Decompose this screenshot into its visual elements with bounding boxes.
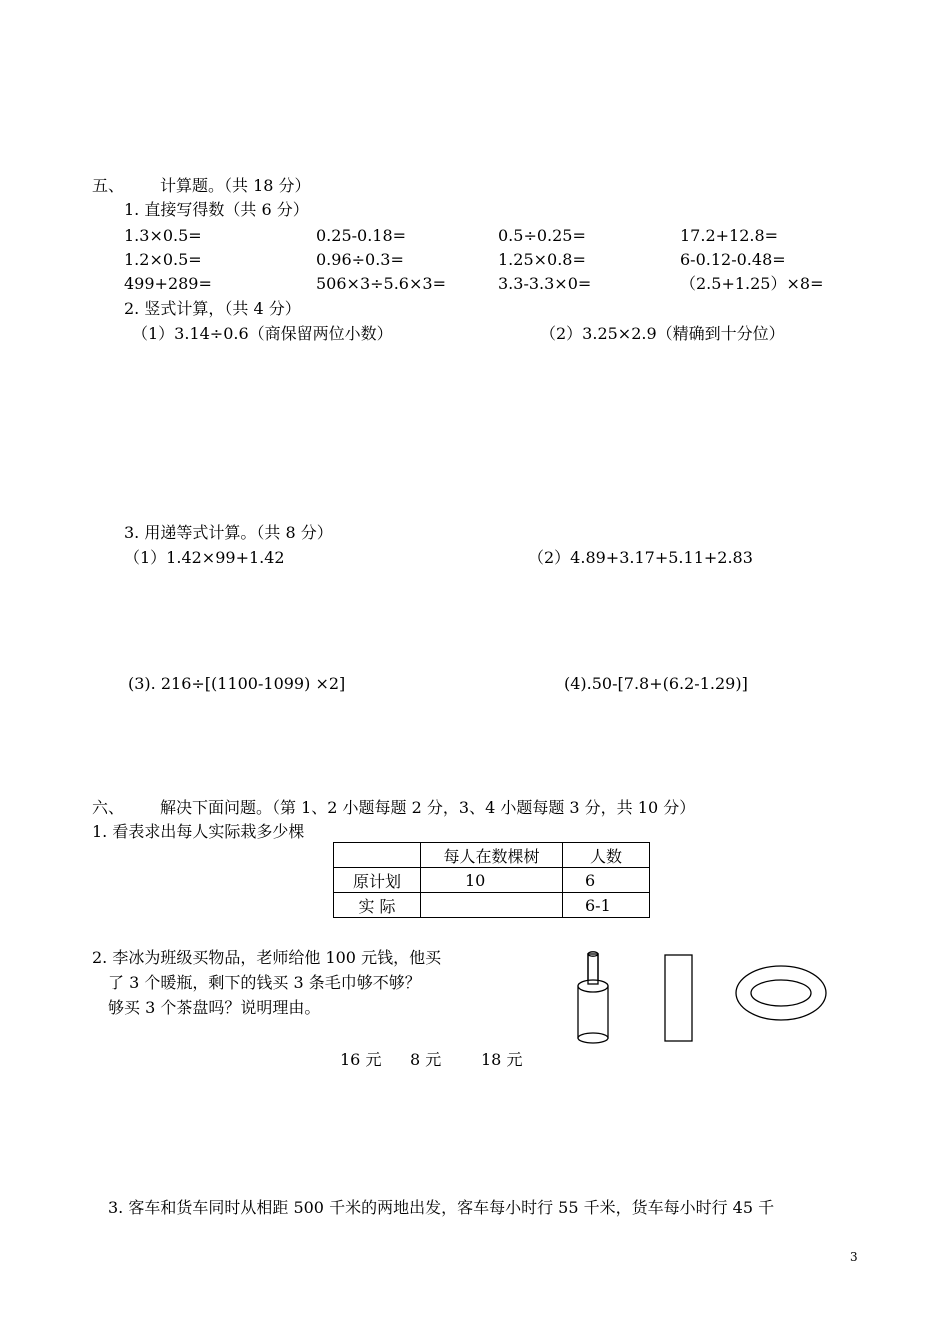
table-cell <box>421 893 563 918</box>
thermos-icon <box>574 950 614 1046</box>
q2-title: 2. 竖式计算，（共 4 分） <box>124 299 301 318</box>
table-row <box>334 893 650 918</box>
table-cell: 10 <box>421 868 563 893</box>
q2-a: （1）3.14÷0.6（商保留两位小数） <box>132 324 393 343</box>
calc-r1-c2: 0.25-0.18= <box>316 226 407 245</box>
table-row <box>334 868 650 893</box>
table-cell: 人数 <box>563 843 650 868</box>
q3-c: (3). 216÷[(1100-1099) ×2] <box>128 674 346 693</box>
q3-a: （1）1.42×99+1.42 <box>124 548 285 567</box>
page-number: 3 <box>850 1250 858 1264</box>
table-cell: 实 际 <box>334 893 421 918</box>
q3-b: （2）4.89+3.17+5.11+2.83 <box>528 548 753 567</box>
calc-r2-c2: 0.96÷0.3= <box>316 250 404 269</box>
table-cell: 6 <box>563 868 650 893</box>
calc-r3-c1: 499+289= <box>124 274 212 293</box>
calc-r3-c4: （2.5+1.25）×8= <box>680 274 824 293</box>
calc-r3-c2: 506×3÷5.6×3= <box>316 274 446 293</box>
calc-r1-c1: 1.3×0.5= <box>124 226 202 245</box>
calc-r3-c3: 3.3-3.3×0= <box>498 274 592 293</box>
q3-title: 3. 用递等式计算。（共 8 分） <box>124 523 333 542</box>
calc-r2-c4: 6-0.12-0.48= <box>680 250 786 269</box>
towel-icon <box>662 952 696 1044</box>
section6-number: 六、 <box>92 798 125 817</box>
s6-q2-line3: 够买 3 个茶盘吗？说明理由。 <box>108 998 321 1017</box>
table-cell: 原计划 <box>334 868 421 893</box>
table-cell <box>334 843 421 868</box>
table-row <box>334 843 650 868</box>
q3-d: (4).50-[7.8+(6.2-1.29)] <box>564 674 748 693</box>
q1-title: 1. 直接写得数（共 6 分） <box>124 200 309 219</box>
s6-q3-line1: 3. 客车和货车同时从相距 500 千米的两地出发，客车每小时行 55 千米，货车每小时行 45 千 <box>108 1198 775 1217</box>
calc-r2-c1: 1.2×0.5= <box>124 250 202 269</box>
calc-r2-c3: 1.25×0.8= <box>498 250 586 269</box>
tray-icon <box>732 962 830 1024</box>
s6-q1-title: 1. 看表求出每人实际栽多少棵 <box>92 822 305 841</box>
calc-r1-c4: 17.2+12.8= <box>680 226 779 245</box>
s6-q2-line1: 2. 李冰为班级买物品，老师给他 100 元钱，他买 <box>92 948 442 967</box>
price-towel: 8 元 <box>410 1050 442 1069</box>
table-cell: 每人在数棵树 <box>421 843 563 868</box>
table-cell: 6-1 <box>563 893 650 918</box>
price-tray: 18 元 <box>481 1050 523 1069</box>
tree-table <box>333 842 650 918</box>
section5-number: 五、 <box>92 176 125 195</box>
s6-q2-line2: 了 3 个暖瓶，剩下的钱买 3 条毛巾够不够？ <box>108 973 421 992</box>
price-thermos: 16 元 <box>340 1050 382 1069</box>
section5-title: 计算题。（共 18 分） <box>160 176 311 195</box>
q2-b: （2）3.25×2.9（精确到十分位） <box>540 324 785 343</box>
section6-title: 解决下面问题。（第 1、2 小题每题 2 分，3、4 小题每题 3 分，共 10 分） <box>160 798 696 817</box>
calc-r1-c3: 0.5÷0.25= <box>498 226 586 245</box>
